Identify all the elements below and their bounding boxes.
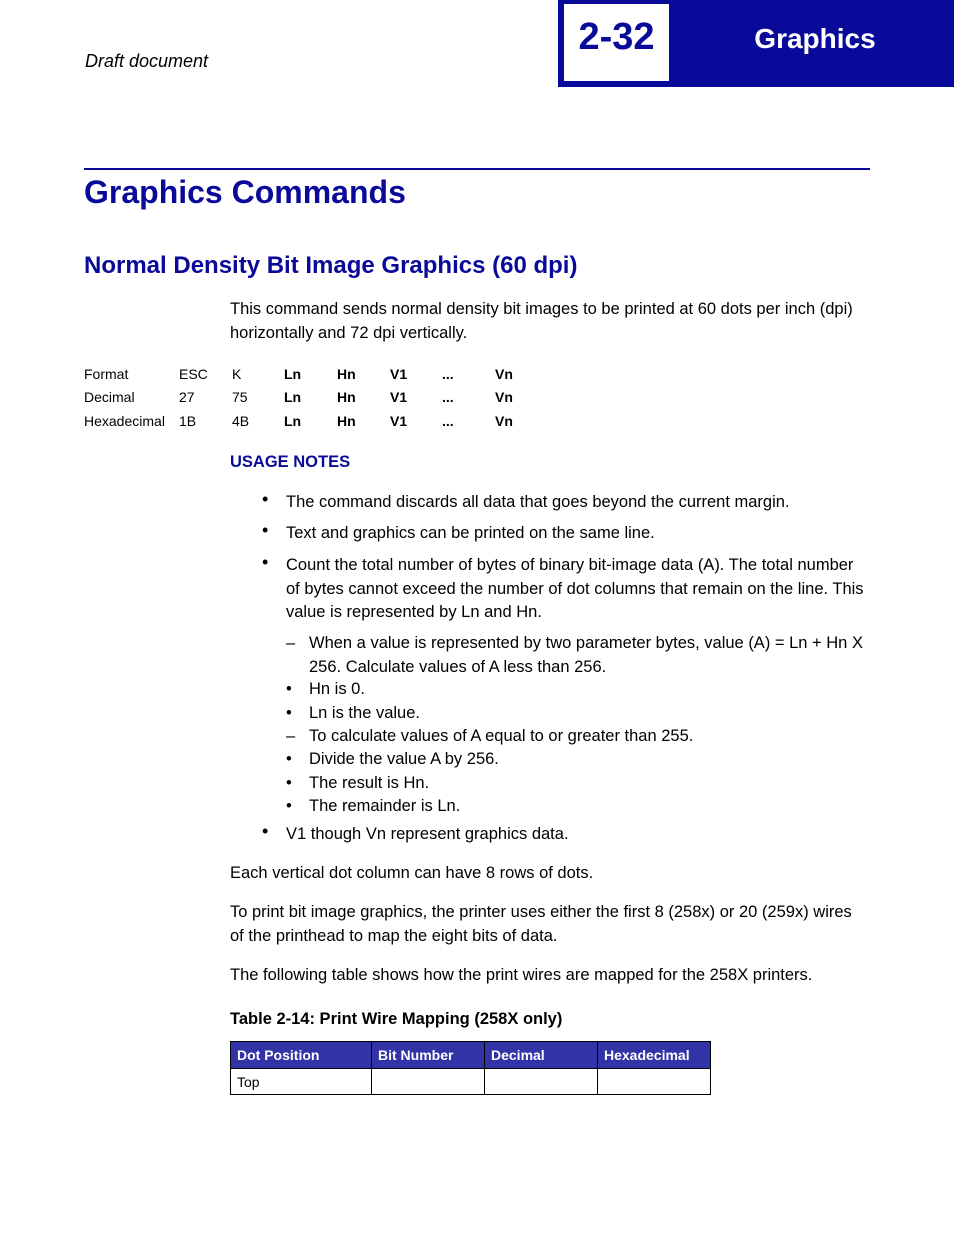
sub-item-text: Divide the value A by 256. bbox=[309, 750, 499, 768]
body-paragraph: To print bit image graphics, the printer uses either the first 8 (258x) or 20 (259x) wires of the printhead to map the eight bits of data. bbox=[230, 903, 852, 945]
sub-item-text: To calculate values of A equal to or greater than 255. bbox=[309, 727, 694, 745]
usage-bullet: Text and graphics can be printed on the same line. bbox=[286, 524, 655, 542]
format-cell: Vn bbox=[495, 365, 513, 382]
table-cell bbox=[598, 1069, 711, 1095]
format-cell: 4B bbox=[232, 412, 250, 429]
format-cell: Hn bbox=[337, 389, 356, 406]
format-cell: Ln bbox=[284, 412, 302, 429]
format-row bbox=[84, 409, 535, 433]
format-row bbox=[84, 386, 535, 410]
page-number-box bbox=[564, 4, 669, 81]
sub-item-mark: • bbox=[286, 680, 292, 698]
format-cell: Vn bbox=[495, 412, 513, 429]
chapter-title: Graphics bbox=[754, 23, 876, 54]
column-header: Hexadecimal bbox=[598, 1042, 711, 1069]
sub-item-text: Hn is 0. bbox=[309, 680, 365, 698]
sub-item-text: Ln is the value. bbox=[309, 704, 420, 722]
sub-item-text: The remainder is Ln. bbox=[309, 797, 461, 815]
format-cell: Format bbox=[84, 365, 129, 382]
bullet-icon: • bbox=[262, 821, 269, 841]
format-cell: Hexadecimal bbox=[84, 412, 165, 429]
bullet-icon: • bbox=[262, 520, 269, 540]
table-cell: Top bbox=[231, 1069, 372, 1095]
table-cell bbox=[372, 1069, 485, 1095]
sub-item-mark: • bbox=[286, 774, 292, 792]
table-row bbox=[231, 1069, 711, 1095]
format-cell: ESC bbox=[179, 365, 208, 382]
sub-item-mark: – bbox=[286, 727, 296, 745]
sub-item-mark: • bbox=[286, 797, 292, 815]
format-cell: 27 bbox=[179, 389, 195, 406]
format-cell: Hn bbox=[337, 412, 356, 429]
format-cell: Vn bbox=[495, 389, 513, 406]
usage-bullet: Count the total number of bytes of binary bit-image data (A). The total number of bytes cannot exceed the number of dot columns that remain on the line. This value is represented by Ln and Hn. bbox=[286, 556, 864, 621]
table-header-row bbox=[231, 1042, 711, 1069]
sub-item-mark: • bbox=[286, 704, 292, 722]
title-rule bbox=[84, 168, 870, 170]
format-cell: ... bbox=[442, 389, 454, 406]
usage-bullet: The command discards all data that goes beyond the current margin. bbox=[286, 493, 790, 511]
format-cell: 1B bbox=[179, 412, 197, 429]
sub-item-mark: • bbox=[286, 750, 292, 768]
format-cell: Decimal bbox=[84, 389, 135, 406]
page-number: 2-32 bbox=[578, 16, 655, 58]
table-cell bbox=[485, 1069, 598, 1095]
format-cell: V1 bbox=[390, 389, 408, 406]
bullet-icon: • bbox=[262, 489, 269, 509]
format-cell: V1 bbox=[390, 412, 408, 429]
format-cell: 75 bbox=[232, 389, 248, 406]
page-title: Graphics Commands bbox=[84, 174, 406, 210]
body-paragraph: Each vertical dot column can have 8 rows of dots. bbox=[230, 864, 594, 882]
column-header: Dot Position bbox=[231, 1042, 372, 1069]
format-row bbox=[84, 362, 535, 386]
body-paragraph: The following table shows how the print wires are mapped for the 258X printers. bbox=[230, 966, 813, 984]
format-cell: Hn bbox=[337, 365, 356, 382]
usage-notes-heading: USAGE NOTES bbox=[230, 453, 351, 471]
sub-item-mark: – bbox=[286, 634, 296, 652]
sub-item-text: The result is Hn. bbox=[309, 774, 430, 792]
format-cell: K bbox=[232, 365, 242, 382]
format-table bbox=[84, 362, 535, 433]
column-header: Bit Number bbox=[372, 1042, 485, 1069]
section-title: Normal Density Bit Image Graphics (60 dpi) bbox=[84, 252, 578, 279]
draft-label: Draft document bbox=[85, 51, 209, 71]
table-caption: Table 2-14: Print Wire Mapping (258X only) bbox=[230, 1010, 563, 1028]
format-cell: Ln bbox=[284, 389, 302, 406]
format-cell: Ln bbox=[284, 365, 302, 382]
usage-bullet: V1 though Vn represent graphics data. bbox=[286, 825, 569, 843]
column-header: Decimal bbox=[485, 1042, 598, 1069]
format-cell: V1 bbox=[390, 365, 408, 382]
format-cell: ... bbox=[442, 365, 454, 382]
print-wire-mapping-table bbox=[230, 1041, 711, 1095]
format-cell: ... bbox=[442, 412, 454, 429]
sub-item-text: When a value is represented by two parameter bytes, value (A) = Ln + Hn X 256. Calculate values of A less than 256. bbox=[309, 634, 863, 676]
bullet-icon: • bbox=[262, 552, 269, 572]
intro-paragraph: This command sends normal density bit images to be printed at 60 dots per inch (dpi) horizontally and 72 dpi vertically. bbox=[230, 300, 853, 342]
